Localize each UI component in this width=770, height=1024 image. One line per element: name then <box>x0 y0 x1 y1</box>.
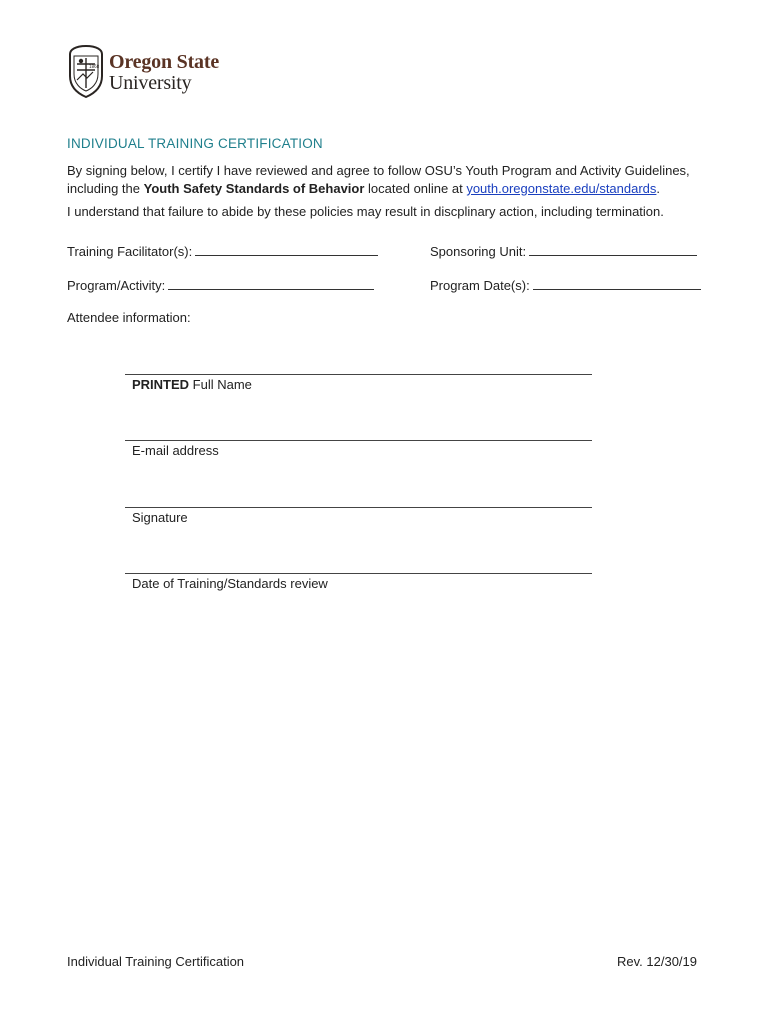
footer-title: Individual Training Certification <box>67 954 245 969</box>
facilitator-label: Training Facilitator(s): <box>67 244 193 259</box>
sponsoring-label: Sponsoring Unit: <box>430 244 527 259</box>
page-title: INDIVIDUAL TRAINING CERTIFICATION <box>67 136 323 151</box>
dates-label: Program Date(s): <box>430 278 530 293</box>
full-name-text: Full Name <box>189 377 252 392</box>
email-signature-line[interactable] <box>125 440 592 441</box>
program-field <box>67 277 374 293</box>
policy-paragraph: I understand that failure to abide by these policies may result in discplinary action, including termination. <box>67 204 664 219</box>
sponsoring-field <box>430 243 697 259</box>
standards-link[interactable]: youth.oregonstate.edu/standards <box>466 181 657 196</box>
facilitator-input[interactable] <box>195 243 378 256</box>
dates-field <box>430 277 701 293</box>
osu-logo <box>67 44 237 100</box>
signature-label: Signature <box>132 510 188 525</box>
printed-bold: PRINTED <box>132 377 190 392</box>
date-label: Date of Training/Standards review <box>132 576 328 591</box>
p1-end: . <box>656 181 661 196</box>
name-label <box>132 377 252 392</box>
seal-year: 1868 <box>89 64 100 69</box>
dates-input[interactable] <box>533 277 701 290</box>
footer-revision: Rev. 12/30/19 <box>617 954 697 969</box>
program-input[interactable] <box>168 277 374 290</box>
facilitator-field <box>67 243 378 259</box>
attendee-label: Attendee information: <box>67 310 191 325</box>
email-label: E-mail address <box>132 443 219 458</box>
p1-mid: located online at <box>364 181 467 196</box>
date-signature-line[interactable] <box>125 573 592 574</box>
signature-line[interactable] <box>125 507 592 508</box>
standards-name: Youth Safety Standards of Behavior <box>143 181 365 196</box>
logo-line-university: University <box>109 72 192 94</box>
sponsoring-input[interactable] <box>529 243 697 256</box>
name-signature-line[interactable] <box>125 374 592 375</box>
program-label: Program/Activity: <box>67 278 166 293</box>
osu-seal-icon <box>67 44 105 98</box>
certification-paragraph <box>67 162 717 198</box>
p1-start: By signing below, I certify I have reviewed and agree to follow OSU’s Youth Program and Activity Guidelines, including the <box>67 163 690 196</box>
logo-line-oregon-state: Oregon State <box>109 51 219 73</box>
